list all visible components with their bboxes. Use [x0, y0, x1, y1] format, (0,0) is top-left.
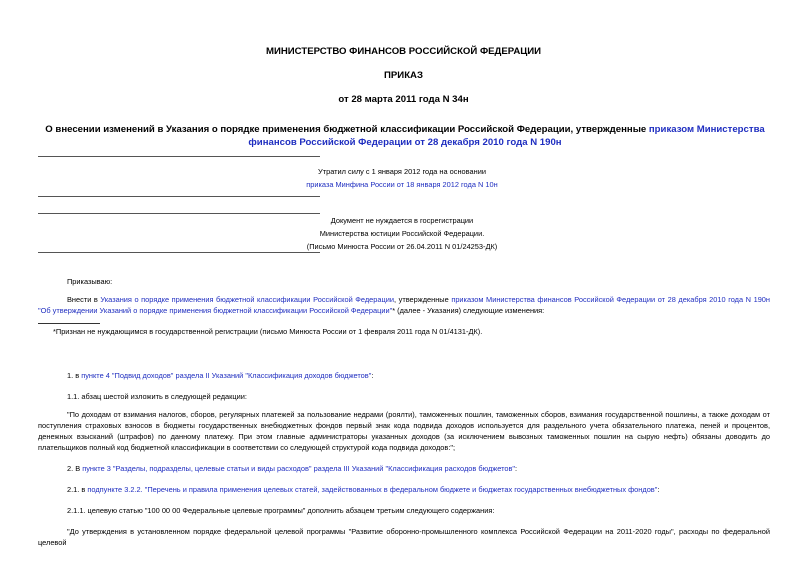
item-1-1: 1.1. абзац шестой изложить в следующей редакции: [67, 392, 247, 401]
registration-note-line3: (Письмо Минюста России от 26.04.2011 N 01/24253-ДК) [306, 242, 498, 251]
item1-text-c: : [371, 371, 374, 380]
status-note-link[interactable]: приказа Минфина России от 18 января 2012 года N 10н [306, 180, 498, 189]
doc-title-link[interactable]: приказом Министерства финансов Российской Федерации от 28 декабря 2010 года N 190н [248, 124, 765, 148]
item-1 [67, 370, 767, 381]
ministry-heading: МИНИСТЕРСТВО ФИНАНСОВ РОССИЙСКОЙ ФЕДЕРАЦИИ [265, 46, 542, 57]
item-2-1-1: 2.1.1. целевую статью "100 00 00 Федеральные целевые программы" дополнить абзацем третьим следующего содержания: [67, 506, 495, 515]
paragraph-1 [38, 294, 770, 316]
registration-note-line1: Документ не нуждается в госрегистрации [330, 216, 474, 225]
item2-text-a: 2. В [67, 464, 83, 473]
footnote: *Признан не нуждающимся в государственной регистрации (письмо Минюста России от 1 февраля 2011 года N 01/4131-ДК). [53, 327, 483, 336]
doc-type-heading: ПРИКАЗ [384, 70, 423, 81]
p1-text-a: Внести в [67, 295, 101, 304]
item-2-1 [67, 484, 767, 495]
quote-1: "По доходам от взимания налогов, сборов, регулярных платежей за пользование недрами (роялти), таможенных пошлин, таможенных сборов, взимания государственной пошлины, а также доходам от поступления страховых взносов в бюджеты государственных внебюджетных фондов первый знак кода подвида доходов используется для раздельного учета обязательного платежа, пеней и процентов, денежных взысканий (штрафов) по данному платежу. При этом главные администраторы указанных доходов (за исключением вывозных таможенных пошлин на сырую нефть) обязаны доводить до плательщиков полный код бюджетной классификации в соответствии со следующей структурой кода подвида доходов:"; [38, 410, 770, 452]
p1-text-c: * (далее - Указания) следующие изменения: [392, 306, 545, 315]
item2-1-text-a: 2.1. в [67, 485, 88, 494]
doc-title [40, 123, 770, 149]
order-word: Приказываю: [67, 277, 113, 286]
item2-link-point3[interactable]: пункте 3 "Разделы, подразделы, целевые статьи и виды расходов" [82, 464, 312, 473]
registration-note [270, 214, 534, 253]
p1-link-order[interactable]: приказом Министерства финансов Российской Федерации от 28 декабря 2010 года N 190н "Об утверждении Указаний о порядке применения бюджетной классификации Российской Федерации" [38, 295, 770, 315]
item1-text-a: 1. в [67, 371, 82, 380]
item-2 [67, 463, 767, 474]
divider [38, 156, 320, 157]
doc-date-number: от 28 марта 2011 года N 34н [338, 94, 469, 105]
status-note-text: Утратил силу с 1 января 2012 года на основании [318, 167, 486, 176]
status-note [270, 165, 534, 191]
p1-link-instructions[interactable]: Указания о порядке применения бюджетной классификации Российской Федерации [100, 295, 394, 304]
quote-2: "До утверждения в установленном порядке федеральной целевой программы "Развитие оборонно-промышленного комплекса Российской Федерации на 2011-2020 годы", расходы по федеральной целевой [38, 527, 770, 547]
item1-link-section2[interactable]: раздела II Указаний "Классификация доходов бюджетов" [175, 371, 372, 380]
item1-link-point4[interactable]: пункте 4 "Подвид доходов" [81, 371, 174, 380]
item2-link-section3[interactable]: раздела III Указаний "Классификация расходов бюджетов" [313, 464, 516, 473]
item2-text-c: : [515, 464, 518, 473]
registration-note-line2: Министерства юстиции Российской Федерации. [319, 229, 485, 238]
divider [38, 196, 320, 197]
p1-text-b: , утвержденные [394, 295, 452, 304]
footnote-divider [38, 323, 100, 324]
doc-title-text: О внесении изменений в Указания о порядке применения бюджетной классификации Российской Федерации, утвержденные [45, 124, 649, 135]
divider [38, 252, 320, 253]
item2-1-link-subpoint[interactable]: подпункте 3.2.2. "Перечень и правила применения целевых статей, задействованных в федеральном бюджете и бюджетах государственных внебюджетных фондов" [87, 485, 658, 494]
item2-1-text-c: : [657, 485, 660, 494]
